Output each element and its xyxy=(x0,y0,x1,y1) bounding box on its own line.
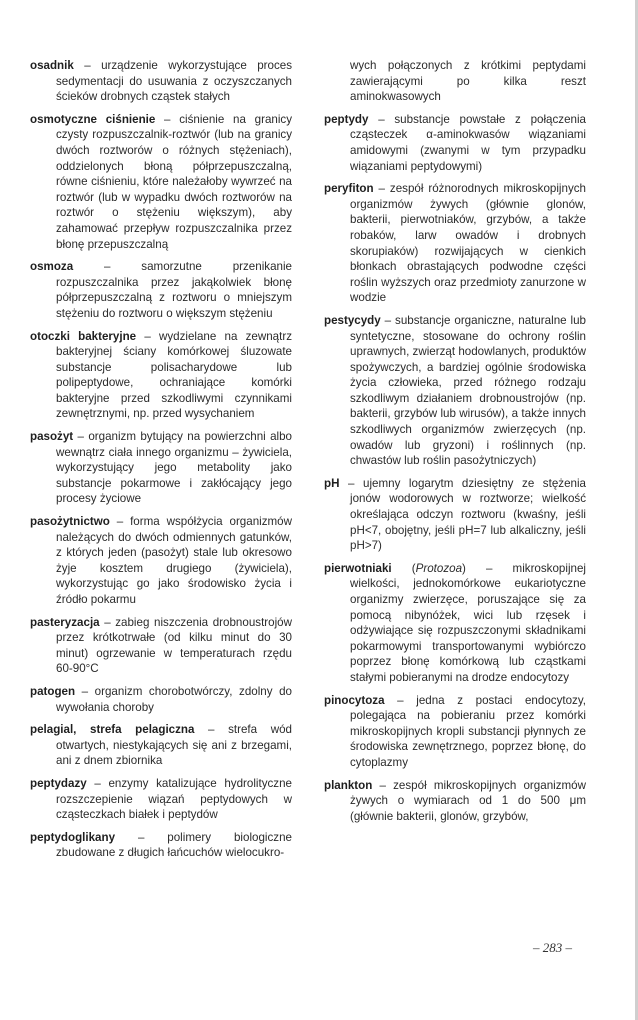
entry-definition: – samorzutne przenikanie rozpuszczalnika przez jakąkolwiek błonę półprzepuszczalną z roztworu o mniejszym stężeniu do roztworu o większym stężeniu xyxy=(56,260,292,320)
entry-term: pH xyxy=(324,476,340,490)
entry-term: osadnik xyxy=(30,59,74,72)
entry-term: pestycydy xyxy=(324,313,381,327)
entry-term: pasożyt xyxy=(30,430,74,444)
glossary-entry xyxy=(324,778,586,825)
entry-term: patogen xyxy=(30,684,76,698)
left-column xyxy=(30,58,292,868)
entry-term: osmotyczne ciśnienie xyxy=(30,112,156,126)
page-number: – 283 – xyxy=(533,940,572,955)
glossary-entry xyxy=(324,476,586,554)
entry-term: plankton xyxy=(324,778,373,792)
entry-definition: – zabieg niszczenia drobnoustrojów przez krótkotrwałe (od kilku minut do 30 minut) ogrzewanie w temperaturach rzędu 60-90°C xyxy=(56,615,292,676)
glossary-entry xyxy=(324,693,586,771)
entry-term: otoczki bakteryjne xyxy=(30,329,137,343)
entry-term: osmoza xyxy=(30,260,74,274)
latin-name: Protozoa xyxy=(415,561,463,575)
glossary-entry xyxy=(30,830,292,861)
entry-term: pasożytnictwo xyxy=(30,515,110,529)
glossary-entry xyxy=(324,181,586,306)
entry-definition: – zespół różnorodnych mikroskopijnych organizmów żywych (głównie glonów, bakterii, pierwotniaków, grzybów, a także robaków, larw owadów i drobnych skorupiaków) rozwijających w cienkich błonkach obrastających podwodne części roślin wyższych oraz przedmioty zanurzone w wodzie xyxy=(350,182,586,305)
glossary-entry xyxy=(30,329,292,423)
entry-term: peryfiton xyxy=(324,182,374,196)
entry-term: pinocytoza xyxy=(324,693,385,707)
entry-definition: – organizm chorobotwórczy, zdolny do wywołania choroby xyxy=(56,684,292,714)
entry-term: peptydy xyxy=(324,112,369,126)
entry-term: pelagial, strefa pelagiczna xyxy=(30,723,195,737)
entry-definition: – polimery biologiczne zbudowane z długich łańcuchów wielocukro- xyxy=(56,830,292,860)
glossary-entry xyxy=(324,112,586,174)
entry-term: peptydazy xyxy=(30,776,87,790)
glossary-entry xyxy=(30,259,292,321)
entry-term: pierwotniaki xyxy=(324,561,392,575)
glossary-entry xyxy=(30,58,292,105)
glossary-entry xyxy=(30,514,292,608)
entry-continuation: wych połączonych z krótkimi peptydami zawierającymi po kilka reszt aminokwasowych xyxy=(350,59,586,104)
entry-definition: – wydzielane na zewnątrz bakteryjnej ściany komórkowej śluzowate substancje polisacharydowe lub polipeptydowe, ochraniające komórki bakteryjne przed szkodliwymi czynnikami zewnętrznymi, np. przed wysychaniem xyxy=(56,329,292,421)
entry-definition: – urządzenie wykorzystujące proces sedymentacji do usuwania z oczyszczanych ścieków drobnych cząstek stałych xyxy=(56,59,292,104)
glossary-entry xyxy=(30,112,292,252)
entry-term: peptydoglikany xyxy=(30,830,116,844)
entry-paren-open: ( xyxy=(391,561,416,575)
entry-definition: – strefa wód otwartych, niestykających się ani z brzegami, ani z dnem zbiornika xyxy=(56,723,292,768)
glossary-entry xyxy=(324,561,586,686)
glossary-entry xyxy=(324,313,586,469)
entry-definition: – ciśnienie na granicy czysty rozpuszczalnik-roztwór (lub na granicy dwóch roztworów o różnych stężeniach), oddzielonych błoną półprzepuszczalną, równe ciśnieniu, które należałoby wywrzeć na roztwór (lub w wypadku dwóch roztworów na roztwór o stężeniu większym), aby zahamować przepływ rozpuszczalnika przez błonę przepuszczalną xyxy=(56,112,293,251)
glossary-entry xyxy=(30,684,292,715)
entry-definition: – jedna z postaci endocytozy, polegająca na pobieraniu przez komórki mikroskopijnych kropli substancji płynnych ze środowiska zewnętrznego, poprzez błonę, do cytoplazmy xyxy=(350,693,586,769)
entry-definition: – substancje organiczne, naturalne lub syntetyczne, stosowane do ochrony roślin uprawnych, zwierząt hodowlanych, produktów spożywczych, a bardziej ogólnie środowiska życia człowieka, przed różnego rodzaju szkodliwym działaniem drobnoustrojów (np. bakterii, grzybów lub wirusów), a także innych szkodliwych organizmów zwierzęcych (np. owadów lub gryzoni) i roślinnych (np. chwastów lub roślin pasożytniczych) xyxy=(350,313,586,468)
glossary-entry xyxy=(30,722,292,769)
glossary-entry xyxy=(30,615,292,677)
entry-definition: – substancje powstałe z połączenia cząsteczek α-aminokwasów wiązaniami amidowymi (zwanymi w tym przypadku wiązaniami peptydowymi) xyxy=(350,112,586,173)
entry-definition: – forma współżycia organizmów należących do dwóch odmiennych gatunków, z których jeden (pasożyt) stale lub okresowo żyje kosztem drugiego (żywiciela), wykorzystując go jako środowisko życia i źródło pokarmu xyxy=(56,515,292,606)
entry-definition: – ujemny logarytm dziesiętny ze stężenia jonów wodorowych w roztworze; wielkość określająca odczyn roztworu (kwaśny, jeśli pH<7, obojętny, jeśli pH=7 lub alkaliczny, jeśli pH>7) xyxy=(339,476,586,553)
glossary-entry xyxy=(30,429,292,507)
right-column xyxy=(324,58,586,831)
entry-definition: ) – mikroskopijnej wielkości, jednokomórkowe eukariotyczne organizmy zwierzęce, poruszające się za pomocą nibynóżek, wici lub rzęsek i odżywiające się rozpuszczonymi składnikami pokarmowymi transportowanymi wybiórczo poprzez błonę komórkową lub cząstkami stałymi pobieranymi na drodze endocytozy xyxy=(350,561,586,684)
entry-term: pasteryzacja xyxy=(30,615,100,629)
entry-definition: – enzymy katalizujące hydrolityczne rozszczepienie wiązań peptydowych w cząsteczkach białek i peptydów xyxy=(56,776,292,822)
glossary-entry xyxy=(30,776,292,823)
entry-definition: – zespół mikroskopijnych organizmów żywych o wymiarach od 1 do 500 μm (głównie bakterii, glonów, grzybów, xyxy=(350,778,586,823)
entry-definition: – organizm bytujący na powierzchni albo wewnątrz ciała innego organizmu – żywiciela, wykorzystujący jego metabolity jako substancje pokarmowe i zakłócający jego procesy życiowe xyxy=(56,430,292,506)
